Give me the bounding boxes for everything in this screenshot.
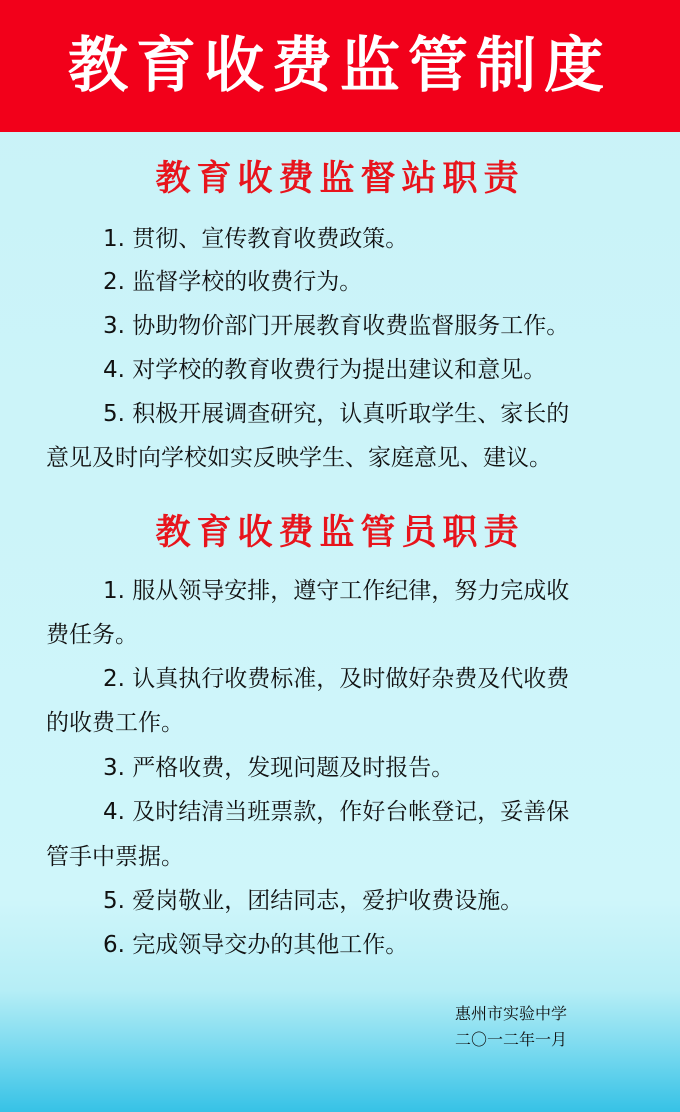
supervisor-duty-6: 6. 完成领导交办的其他工作。 — [103, 932, 409, 958]
station-duty-2: 2. 监督学校的收费行为。 — [103, 269, 363, 295]
supervisor-duty-1-continued: 费任务。 — [46, 622, 138, 648]
title-banner — [0, 0, 680, 132]
footer-date: 二〇一二年一月 — [455, 1030, 568, 1049]
station-duty-3: 3. 协助物价部门开展教育收费监督服务工作。 — [103, 313, 570, 339]
supervisor-duty-3: 3. 严格收费，发现问题及时报告。 — [103, 755, 455, 781]
station-duty-4: 4. 对学校的教育收费行为提出建议和意见。 — [103, 357, 547, 383]
supervisor-duty-2-continued: 的收费工作。 — [46, 710, 184, 736]
supervisor-duty-2: 2. 认真执行收费标准，及时做好杂费及代收费 — [103, 666, 570, 692]
supervisor-duty-5: 5. 爱岗敬业，团结同志，爱护收费设施。 — [103, 888, 524, 914]
section-heading-supervisor: 教育收费监管员职责 — [155, 513, 525, 553]
supervisor-duty-4: 4. 及时结清当班票款，作好台帐登记，妥善保 — [103, 799, 570, 825]
page-title: 教育收费监管制度 — [68, 31, 612, 101]
station-duty-5: 5. 积极开展调查研究，认真听取学生、家长的 — [103, 401, 570, 427]
supervisor-duty-4-continued: 管手中票据。 — [46, 844, 184, 870]
station-duty-5-continued: 意见及时向学校如实反映学生、家庭意见、建议。 — [46, 445, 552, 471]
supervisor-duty-1: 1. 服从领导安排，遵守工作纪律，努力完成收 — [103, 578, 570, 604]
section-heading-supervision-station: 教育收费监督站职责 — [155, 159, 525, 199]
station-duty-1: 1. 贯彻、宣传教育收费政策。 — [103, 226, 409, 252]
footer-organization: 惠州市实验中学 — [455, 1004, 568, 1023]
